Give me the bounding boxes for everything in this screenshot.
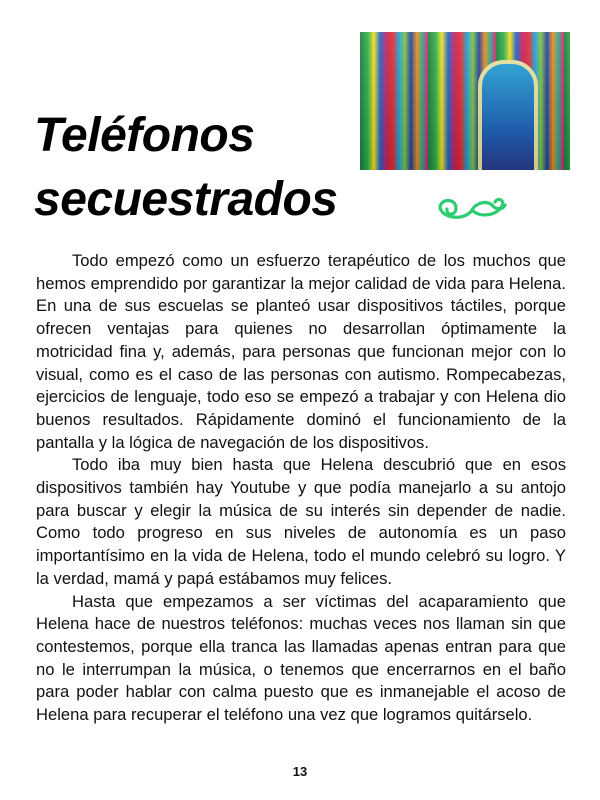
paragraph: Todo empezó como un esfuerzo terapéutico de los muchos que hemos emprendido por garantizar la mejor calidad de vida para Helena. En una de sus escuelas se planteó usar dispositivos táctiles, porque ofrecen ventajas para quienes no desarrollan óptimamente la motricidad fina y, además, para personas que funcionan mejor con lo visual, como es el caso de las personas con autismo. Rompecabezas, ejercicios de lenguaje, todo eso se empezó a trabajar y con Helena dio buenos resultados. Rápidamente dominó el funcionamiento de la pantalla y la lógica de navegación de los dispositivos. [36, 251, 566, 452]
title-line-2: secuestrados [34, 173, 338, 226]
body-text [36, 250, 566, 727]
swirl-ornament-icon [436, 194, 508, 224]
page-title [34, 104, 338, 232]
title-line-1: Teléfonos [34, 109, 255, 162]
page-number: 13 [292, 764, 308, 779]
illustration-painting [360, 32, 570, 170]
paragraph: Todo iba muy bien hasta que Helena descubrió que en esos dispositivos también hay Youtube y que podía manejarlo a su antojo para buscar y elegir la música de su interés sin depender de nadie. Como todo progreso en sus niveles de autonomía es un paso importantísimo en la vida de Helena, todo el mundo celebró su logro. Y la verdad, mamá y papá estábamos muy felices. [36, 455, 566, 588]
paragraph: Hasta que empezamos a ser víctimas del acaparamiento que Helena hace de nuestros teléfonos: muchas veces nos llaman sin que contestemos, porque ella tranca las llamadas apenas entran para que no le interrumpan la música, o tenemos que encerrarnos en el baño para poder hablar con calma puesto que es inmanejable el acoso de Helena para recuperar el teléfono una vez que logramos quitárselo. [36, 591, 566, 725]
